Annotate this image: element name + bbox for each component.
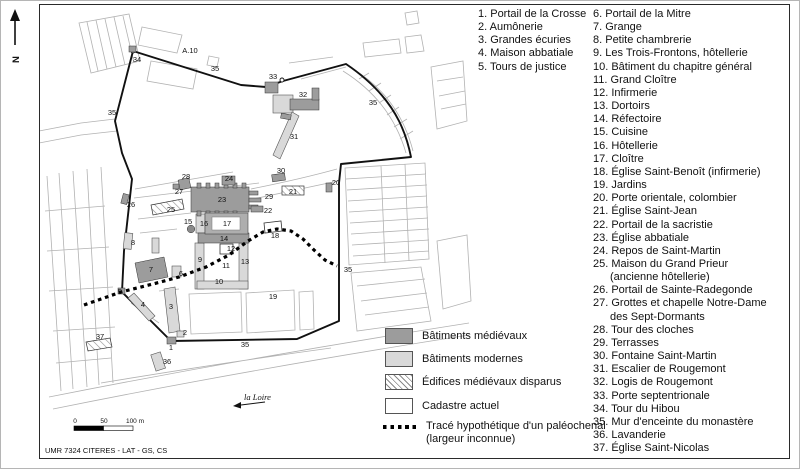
map-label-25: 25 [166, 205, 176, 214]
building-list-item: (ancienne hôtellerie) [610, 271, 710, 284]
building-list-item: 16. Hôtellerie [593, 139, 658, 152]
map-label-31: 31 [289, 132, 299, 141]
map-label-30: 30 [276, 166, 286, 175]
map-label-27: 27 [174, 187, 184, 196]
river-arrow-shaft [241, 402, 265, 405]
map-label-3: 3 [168, 302, 174, 311]
map-label-A.10: A.10 [182, 46, 198, 55]
scale-tick-50: 50 [100, 418, 108, 425]
map-label-35: 35 [107, 108, 117, 117]
map-label-16: 16 [199, 219, 209, 228]
building-list-item: 19. Jardins [593, 179, 647, 192]
map-label-35: 35 [343, 265, 353, 274]
building-list-item: 5. Tours de justice [478, 60, 567, 73]
building-list-item: 7. Grange [593, 21, 642, 34]
scale-tick-100: 100 m [125, 418, 145, 425]
map-label-32: 32 [298, 90, 308, 99]
building-list-item: 15. Cuisine [593, 126, 649, 139]
legend-item-modern [385, 351, 523, 367]
building-list-item: 4. Maison abbatiale [478, 47, 574, 60]
map-label-20: 20 [331, 178, 341, 187]
building-list-item: 23. Église abbatiale [593, 231, 690, 244]
scale-bar-black-half [74, 426, 104, 431]
map-label-12: 12 [226, 244, 236, 253]
scale-bar-white-half [104, 426, 134, 431]
legend-item-cadastre [385, 398, 499, 414]
map-label-24: 24 [224, 174, 234, 183]
river-label: la Loire [244, 392, 271, 402]
map-label-11: 11 [222, 261, 230, 270]
building-list-item: 37. Église Saint-Nicolas [593, 442, 710, 455]
building-list-item: 24. Repos de Saint-Martin [593, 244, 721, 257]
loire-flow-arrow [233, 392, 271, 409]
map-label-17: 17 [222, 219, 232, 228]
building-15-cuisine [187, 225, 195, 233]
north-label: N [11, 56, 22, 63]
cadastre-east [345, 163, 471, 309]
cadastre-northwest [39, 14, 219, 143]
map-label-26: 26 [126, 200, 136, 209]
building-list-item: 27. Grottes et chapelle Notre-Dame [593, 297, 767, 310]
scale-tick-0: 0 [73, 418, 77, 425]
map-label-34: 34 [132, 55, 142, 64]
map-label-6: 6 [178, 269, 184, 278]
building-list-column-2 [593, 8, 767, 455]
map-label-18: 18 [270, 231, 280, 240]
building-list-item: 25. Maison du Grand Prieur [593, 257, 729, 270]
legend-swatch-disparus [385, 374, 413, 390]
building-list-item: des Sept-Dormants [610, 310, 705, 323]
map-label-14: 14 [219, 234, 229, 243]
river-arrow-head [233, 402, 241, 409]
scale-bar [73, 418, 144, 431]
map-label-28: 28 [181, 172, 191, 181]
legend-item-disparus [385, 374, 561, 390]
legend-dotted-line-sample [383, 425, 417, 429]
legend-label-modern: Bâtiments modernes [422, 352, 523, 365]
map-label-2: 2 [182, 328, 188, 337]
building-list-item: 26. Portail de Sainte-Radegonde [593, 284, 753, 297]
map-label-37: 37 [95, 332, 105, 341]
map-label-5: 5 [117, 287, 123, 296]
credit-text: UMR 7324 CITERES - LAT - GS, CS [45, 446, 168, 455]
building-22-portail-sacristie [251, 206, 263, 212]
map-label-36: 36 [162, 357, 172, 366]
map-label-35: 35 [368, 98, 378, 107]
building-list-item: 30. Fontaine Saint-Martin [593, 350, 717, 363]
map-label-1: 1 [168, 343, 174, 352]
legend-label-cadastre: Cadastre actuel [422, 399, 500, 412]
building-list-item: 8. Petite chambrerie [593, 34, 692, 47]
north-arrow-head [10, 9, 20, 21]
cadastre-northeast [289, 11, 467, 153]
building-list-item: 3. Grandes écuries [478, 34, 571, 47]
building-list-item: 21. Église Saint-Jean [593, 205, 697, 218]
legend-label-medieval: Bâtiments médiévaux [422, 329, 528, 342]
map-label-8: 8 [130, 238, 136, 247]
legend-label-paleochannel: Tracé hypothétique d'un paléochenal [426, 420, 606, 432]
building-32-logis-rougemont [290, 99, 319, 110]
building-32-logis-tower [312, 88, 319, 100]
building-list-item: 34. Tour du Hibou [593, 402, 680, 415]
legend-swatch-medieval [385, 328, 413, 344]
building-list-item: 14. Réfectoire [593, 113, 662, 126]
building-list-item: 36. Lavanderie [593, 429, 666, 441]
map-label-4: 4 [140, 300, 146, 309]
cadastre-west [45, 167, 115, 391]
building-list-item: 11. Grand Cloître [593, 73, 677, 86]
building-list-item: 33. Porte septentrionale [593, 389, 710, 402]
map-label-22: 22 [263, 206, 273, 215]
map-label-35: 35 [240, 340, 250, 349]
map-label-33: 33 [268, 72, 278, 81]
legend-swatch-cadastre [385, 398, 413, 414]
building-list-item: 13. Dortoirs [593, 100, 650, 113]
site-map [39, 4, 474, 459]
building-list-item: 12. Infirmerie [593, 86, 658, 99]
building-33-porte-septentrionale [265, 82, 278, 93]
building-list-item: 35. Mur d'enceinte du monastère [593, 415, 754, 428]
building-small-west [152, 238, 159, 253]
building-list-item: 6. Portail de la Mitre [593, 8, 691, 20]
building-31-upper-landing [281, 113, 292, 120]
monastery-enclosure-wall [115, 51, 411, 341]
map-label-35: 35 [210, 64, 220, 73]
map-label-15: 15 [183, 217, 193, 226]
building-list-item: 10. Bâtiment du chapitre général [593, 60, 752, 73]
wall-node-north [280, 78, 284, 82]
north-arrow-icon [1, 5, 37, 67]
building-list-item: 28. Tour des cloches [593, 323, 694, 336]
map-label-10: 10 [214, 277, 224, 286]
building-list-item: 22. Portail de la sacristie [593, 218, 713, 231]
map-label-19: 19 [268, 292, 278, 301]
building-list-item: 29. Terrasses [593, 336, 659, 349]
building-list-item: 9. Les Trois-Frontons, hôtellerie [593, 47, 748, 60]
map-label-23: 23 [217, 195, 227, 204]
building-list-item: 31. Escalier de Rougemont [593, 363, 726, 376]
building-34-tour-hibou [129, 46, 136, 52]
legend-label-paleochannel-2: (largeur inconnue) [426, 433, 516, 445]
building-list-item: 20. Porte orientale, colombier [593, 192, 737, 205]
building-list-column-1 [478, 8, 586, 74]
legend-swatch-modern [385, 351, 413, 367]
building-list-item: 32. Logis de Rougemont [593, 376, 713, 389]
legend-item-paleochannel [383, 420, 606, 446]
building-list-item: 2. Aumônerie [478, 21, 543, 34]
building-list-item: 18. Église Saint-Benoît (infirmerie) [593, 165, 761, 178]
map-label-21: 21 [288, 187, 298, 196]
legend-item-medieval [385, 328, 527, 344]
legend-label-disparus: Édifices médiévaux disparus [422, 375, 562, 388]
map-label-29: 29 [264, 192, 274, 201]
building-list-item: 17. Cloître [593, 152, 644, 165]
map-label-9: 9 [197, 255, 203, 264]
map-label-13: 13 [240, 257, 250, 266]
building-list-item: 1. Portail de la Crosse [478, 8, 587, 20]
map-label-7: 7 [148, 265, 154, 274]
